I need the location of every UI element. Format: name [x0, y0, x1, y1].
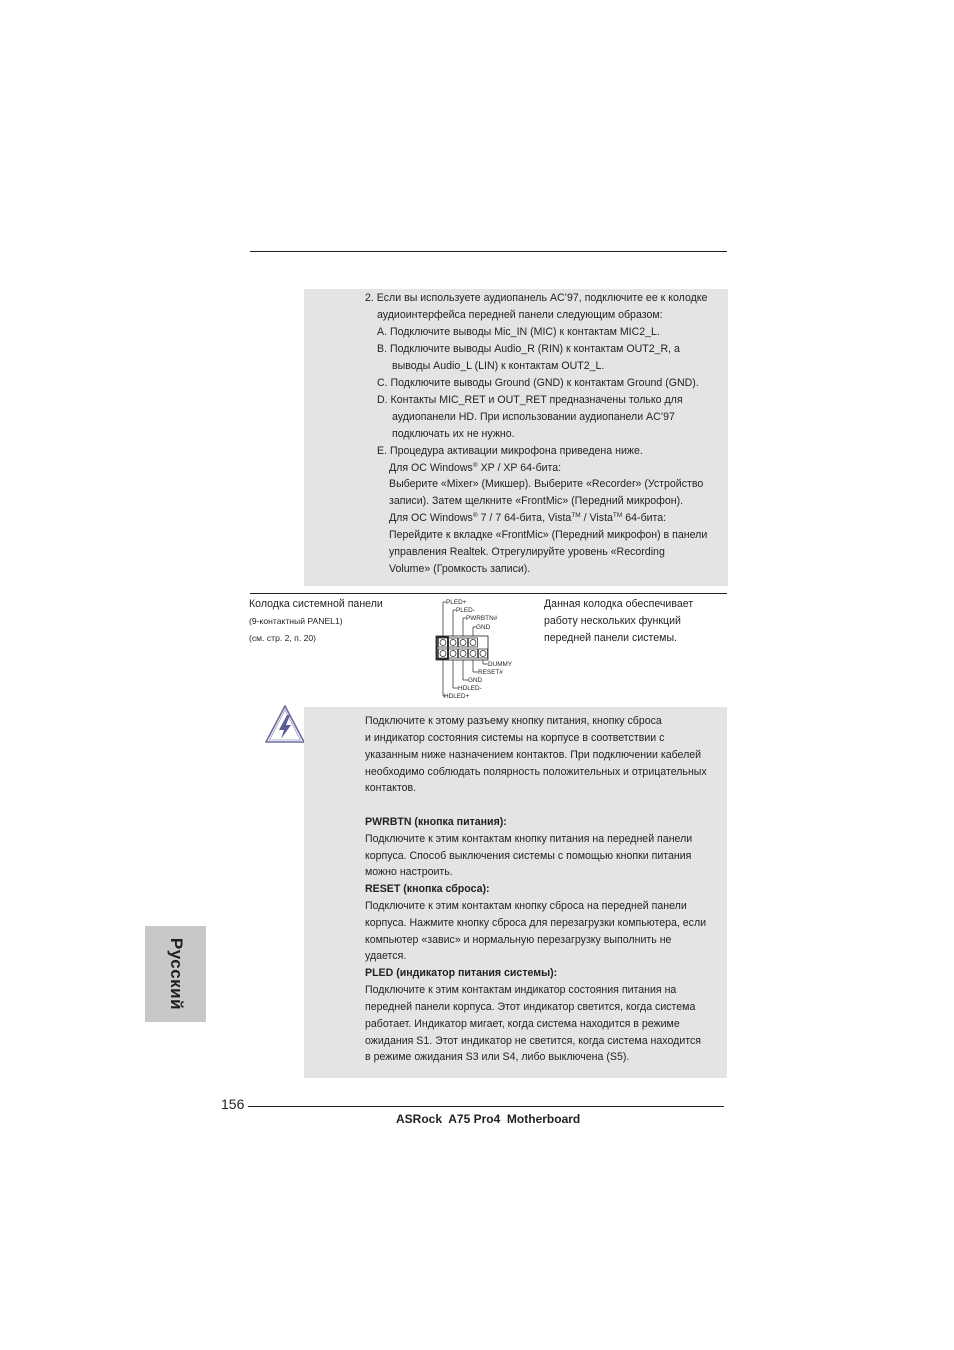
reset-line: корпуса. Нажмите кнопку сброса для перезагрузки компьютера, если — [365, 917, 707, 929]
warning-intro-line: Подключите к этому разъему кнопку питания, кнопку сброса — [365, 715, 662, 727]
pin-label: DUMMY — [488, 661, 513, 668]
top-rule — [250, 251, 727, 252]
pled-title: PLED (индикатор питания системы): — [365, 967, 558, 979]
pled-line: в режиме ожидания S3 или S4, либо выключена (S5). — [365, 1051, 630, 1063]
audio-line: 2. Если вы используете аудиопанель AC’97, подключите ее к колодке — [365, 292, 708, 304]
pin-label: PLED+ — [446, 599, 467, 606]
pwrbtn-title: PWRBTN (кнопка питания): — [365, 816, 507, 828]
xp-line: записи). Затем щелкните «FrontMic» (Передний микрофон). — [389, 495, 684, 507]
panel-header-reference: (см. стр. 2, п. 20) — [249, 633, 317, 643]
xp-heading: Для ОС Windows® XP / XP 64-бита: — [389, 462, 562, 474]
audio-line: E. Процедура активации микрофона приведена ниже. — [377, 445, 643, 457]
win7-line: Перейдите к вкладке «FrontMic» (Передний микрофон) в панели — [389, 529, 708, 541]
audio-line: подключать их не нужно. — [392, 428, 515, 440]
pin-label: GND — [476, 624, 491, 631]
reset-line: Подключите к этим контактам кнопку сброса на передней панели — [365, 900, 687, 912]
audio-line: B. Подключите выводы Audio_R (RIN) к контактам OUT2_R, а — [377, 343, 680, 355]
pled-line: Подключите к этим контактам индикатор состояния питания на — [365, 984, 677, 996]
audio-line: C. Подключите выводы Ground (GND) к контактам Ground (GND). — [377, 377, 699, 389]
warning-intro-line: необходимо соблюдать полярность положительных и отрицательных — [365, 766, 707, 778]
warning-intro-line: и индикатор состояния системы на корпусе в соответствии с — [365, 732, 665, 744]
reset-line: компьютер «завис» и нормальную перезагрузку выполнить не — [365, 934, 672, 946]
audio-line: A. Подключите выводы Mic_IN (MIC) к контактам MIC2_L. — [377, 326, 660, 338]
pin-label: HDLED+ — [444, 693, 470, 700]
warning-intro-line: указанным ниже назначением контактов. При подключении кабелей — [365, 749, 702, 761]
reset-title: RESET (кнопка сброса): — [365, 883, 490, 895]
pin-label: PLED- — [456, 607, 475, 614]
warning-intro-line: контактов. — [365, 782, 417, 794]
section-rule — [250, 593, 727, 594]
audio-line: D. Контакты MIC_RET и OUT_RET предназначены только для — [377, 394, 683, 406]
xp-line: Выберите «Mixer» (Микшер). Выберите «Recorder» (Устройство — [389, 478, 704, 490]
win7-line: Volume» (Громкость записи). — [389, 563, 531, 575]
footer-product: ASRock A75 Pro4 Motherboard — [396, 1112, 581, 1126]
page-number: 156 — [221, 1096, 245, 1112]
language-tab — [145, 926, 206, 1022]
pin-label: PWRBTN# — [466, 615, 498, 622]
panel1-pin-diagram — [430, 598, 520, 700]
pled-line: передней панели корпуса. Этот индикатор светится, когда система — [365, 1001, 696, 1013]
pwrbtn-line: корпуса. Способ выключения системы с помощью кнопки питания — [365, 850, 692, 862]
panel-header-title: Колодка системной панели — [249, 598, 383, 610]
pled-line: ожидания S1. Этот индикатор не светится, когда система находится — [365, 1035, 701, 1047]
language-tab-label: Русский — [166, 937, 186, 1011]
footer-rule — [248, 1106, 724, 1107]
win7-heading: Для ОС Windows® 7 / 7 64-бита, Vista™ / Vista™ 64-бита: — [389, 512, 667, 524]
pin-label: GND — [468, 677, 483, 684]
audio-line: выводы Audio_L (LIN) к контактам OUT2_L. — [392, 360, 605, 372]
panel-header-subtitle: (9-контактный PANEL1) — [249, 616, 343, 626]
warning-icon — [264, 704, 306, 744]
pled-line: работает. Индикатор мигает, когда система находится в режиме — [365, 1018, 680, 1030]
audio-line: аудиоинтерфейса передней панели следующим образом: — [377, 309, 663, 321]
pin-label: HDLED- — [458, 685, 482, 692]
panel-description: Данная колодка обеспечивает — [544, 598, 694, 610]
panel-description: работу нескольких функций — [544, 615, 681, 627]
win7-line: управления Realtek. Отрегулируйте уровень «Recording — [389, 546, 665, 558]
pwrbtn-line: можно настроить. — [365, 866, 453, 878]
pwrbtn-line: Подключите к этим контактам кнопку питания на передней панели — [365, 833, 693, 845]
reset-line: удается. — [365, 950, 407, 962]
audio-line: аудиопанели HD. При использовании аудиопанели AC’97 — [392, 411, 675, 423]
pin-label: RESET# — [478, 669, 503, 676]
panel-description: передней панели системы. — [544, 632, 678, 644]
